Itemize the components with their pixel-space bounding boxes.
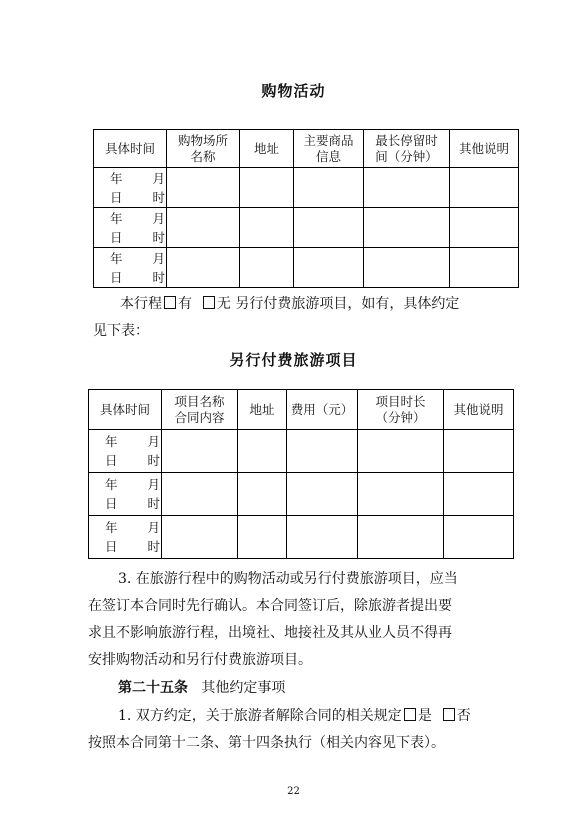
article-title: 其他约定事项 — [201, 680, 286, 696]
empty-cell[interactable] — [450, 168, 519, 208]
clause3-line3: 求且不影响旅游行程，出境社、地接社及其从业人员不得再 — [88, 625, 452, 641]
header-other-notes: 其他说明 — [444, 390, 514, 430]
empty-cell[interactable] — [294, 208, 364, 248]
empty-cell[interactable] — [167, 248, 240, 288]
article25-heading — [118, 676, 285, 701]
date-cell: 年 月 日 时 — [89, 430, 162, 473]
empty-cell[interactable] — [358, 473, 444, 516]
clause3-line1: 3. 在旅游行程中的购物活动或另行付费旅游项目，应当 — [118, 571, 458, 587]
checkbox-none[interactable] — [203, 296, 215, 309]
empty-cell[interactable] — [444, 473, 514, 516]
empty-cell[interactable] — [358, 430, 444, 473]
header-specific-time: 具体时间 — [89, 390, 162, 430]
empty-cell[interactable] — [364, 208, 450, 248]
empty-cell[interactable] — [444, 516, 514, 559]
empty-cell[interactable] — [294, 248, 364, 288]
table-row — [89, 430, 514, 473]
empty-cell[interactable] — [240, 208, 294, 248]
header-item-name: 项目名称 合同内容 — [162, 390, 238, 430]
checkbox-has[interactable] — [164, 296, 176, 309]
empty-cell[interactable] — [238, 430, 287, 473]
date-cell: 年 月 日 时 — [89, 473, 162, 516]
table-row — [89, 516, 514, 559]
empty-cell[interactable] — [162, 516, 238, 559]
clause3-line4: 安排购物活动和另行付费旅游项目。 — [88, 652, 312, 668]
empty-cell[interactable] — [167, 168, 240, 208]
date-cell: 年 月 日 时 — [94, 168, 167, 208]
date-cell: 年 月 日 时 — [89, 516, 162, 559]
empty-cell[interactable] — [444, 430, 514, 473]
clause3-line2: 在签订本合同时先行确认。本合同签订后，除旅游者提出要 — [88, 598, 452, 614]
header-fee: 费用（元） — [287, 390, 358, 430]
paid-items-clause-line1: 本行程 有 无 另行付费旅游项目，如有，具体约定 — [120, 296, 460, 312]
header-address: 地址 — [240, 130, 294, 168]
checkbox-no[interactable] — [443, 708, 455, 721]
empty-cell[interactable] — [167, 208, 240, 248]
table-row — [94, 168, 519, 208]
date-cell: 年 月 日 时 — [94, 248, 167, 288]
empty-cell[interactable] — [294, 168, 364, 208]
empty-cell[interactable] — [162, 473, 238, 516]
paid-items-title: 另行付费旅游项目 — [229, 351, 358, 369]
empty-cell[interactable] — [364, 248, 450, 288]
checkbox-yes[interactable] — [404, 708, 416, 721]
date-cell: 年 月 日 时 — [94, 208, 167, 248]
empty-cell[interactable] — [450, 248, 519, 288]
empty-cell[interactable] — [240, 248, 294, 288]
article-number: 第二十五条 — [118, 680, 188, 696]
header-shop-name: 购物场所 名称 — [167, 130, 240, 168]
empty-cell[interactable] — [287, 516, 358, 559]
table-row — [89, 473, 514, 516]
header-goods-info: 主要商品 信息 — [294, 130, 364, 168]
header-other-notes: 其他说明 — [450, 130, 519, 168]
empty-cell[interactable] — [287, 473, 358, 516]
empty-cell[interactable] — [162, 430, 238, 473]
shopping-table — [93, 129, 519, 288]
paid-header-row — [89, 390, 514, 430]
article25-line2: 按照本合同第十二条、第十四条执行（相关内容见下表）。 — [88, 735, 445, 751]
shopping-title: 购物活动 — [261, 82, 326, 100]
paid-items-table — [88, 389, 514, 559]
header-duration: 项目时长 （分钟） — [358, 390, 444, 430]
empty-cell[interactable] — [240, 168, 294, 208]
empty-cell[interactable] — [358, 516, 444, 559]
empty-cell[interactable] — [287, 430, 358, 473]
empty-cell[interactable] — [238, 516, 287, 559]
empty-cell[interactable] — [238, 473, 287, 516]
table-row — [94, 248, 519, 288]
header-address: 地址 — [238, 390, 287, 430]
header-specific-time: 具体时间 — [94, 130, 167, 168]
empty-cell[interactable] — [364, 168, 450, 208]
article25-line1: 1. 双方约定，关于旅游者解除合同的相关规定 是 否 — [118, 708, 471, 724]
shopping-header-row — [94, 130, 519, 168]
header-max-stay: 最长停留时 间（分钟） — [364, 130, 450, 168]
paid-items-clause-line2: 见下表： — [93, 323, 149, 339]
table-row — [94, 208, 519, 248]
empty-cell[interactable] — [450, 208, 519, 248]
page-number: 22 — [287, 786, 300, 797]
